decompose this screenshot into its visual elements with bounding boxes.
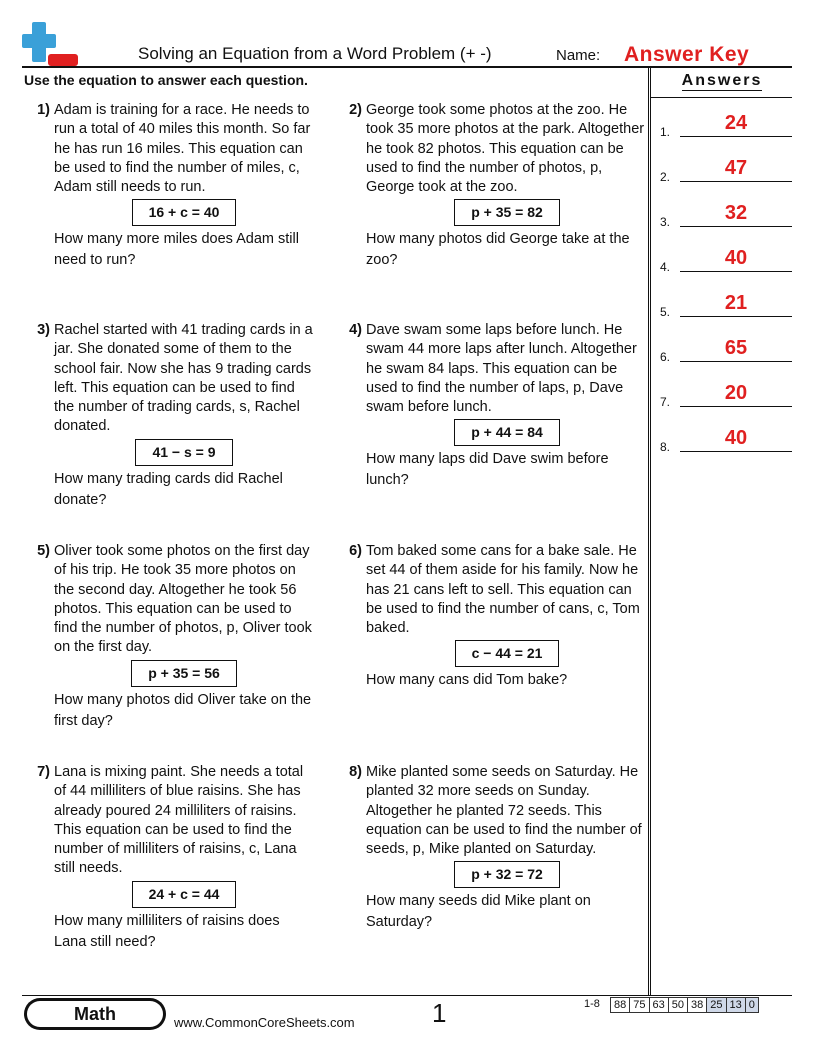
header-rule: [22, 66, 792, 68]
answer-row-1: [660, 113, 792, 139]
problem-text: Lana is mixing paint. She needs a total of 44 milliliters of blue raisins. She has already poured 24 milliliters of raisins. This equation can be used to find the number of milliliters of raisins, c, Lana still needs.: [54, 764, 304, 877]
problem-question: How many photos did Oliver take on the first day?: [54, 691, 312, 729]
answer-key-label: Answer Key: [624, 43, 750, 66]
score-cell: 75: [630, 998, 649, 1013]
answer-line: [680, 361, 792, 362]
problem-question: How many milliliters of raisins does Lana still need?: [54, 912, 280, 950]
answer-value: 65: [724, 337, 748, 359]
page-number: 1: [432, 998, 447, 1028]
problem-number: 8): [349, 764, 362, 780]
answers-rule: [651, 97, 792, 98]
score-cell: 13: [726, 998, 745, 1013]
score-range-label: 1-8: [584, 998, 600, 1010]
score-cell: 88: [611, 998, 630, 1013]
answer-row-2: [660, 158, 792, 184]
equation-box: 16 + c = 40: [132, 199, 237, 226]
answer-value: 40: [724, 247, 748, 269]
equation-box: p + 35 = 56: [131, 660, 237, 687]
answer-row-5: [660, 293, 792, 319]
answer-label: 2.: [660, 170, 671, 184]
problem-text: Dave swam some laps before lunch. He swam 44 more laps after lunch. Altogether he swam 84 laps. This equation can be used to find the number of laps, p, Dave swam before lunch.: [366, 322, 637, 416]
answer-row-7: [660, 383, 792, 409]
problem-3: [24, 321, 314, 511]
answer-row-3: [660, 203, 792, 229]
answer-value: 47: [724, 157, 748, 179]
answers-heading: Answers: [681, 72, 763, 89]
problem-question: How many seeds did Mike plant on Saturday?: [366, 893, 591, 931]
answer-value: 32: [724, 202, 748, 224]
answer-line: [680, 451, 792, 452]
answer-value: 21: [724, 292, 748, 314]
problem-question: How many cans did Tom bake?: [366, 672, 568, 689]
answer-row-4: [660, 248, 792, 274]
answer-row-6: [660, 338, 792, 364]
score-cell: 25: [707, 998, 726, 1013]
problem-question: How many laps did Dave swim before lunch?: [366, 451, 609, 489]
subject-label: Math: [27, 1001, 163, 1027]
answer-label: 6.: [660, 350, 671, 364]
worksheet-title: Solving an Equation from a Word Problem (+ -): [138, 44, 492, 63]
website-link[interactable]: www.CommonCoreSheets.com: [174, 1015, 355, 1030]
answer-line: [680, 271, 792, 272]
answer-value: 24: [724, 112, 748, 134]
answer-line: [680, 226, 792, 227]
problem-number: 7): [37, 764, 50, 780]
problem-6: [336, 542, 648, 691]
score-cell: 63: [649, 998, 668, 1013]
answer-column-divider: [648, 67, 651, 995]
problem-4: [336, 321, 648, 491]
answer-label: 1.: [660, 125, 671, 139]
equation-box: c − 44 = 21: [455, 640, 560, 667]
answer-label: 7.: [660, 395, 671, 409]
problem-2: [336, 101, 648, 271]
answer-line: [680, 181, 792, 182]
problem-1: [24, 101, 314, 271]
name-label: Name:: [556, 47, 601, 64]
answer-label: 3.: [660, 215, 671, 229]
answer-line: [680, 406, 792, 407]
problem-text: Adam is training for a race. He needs to run a total of 40 miles this month. So far he has run 16 miles. This equation can be used to find the number of miles, c, Adam still needs to run.: [54, 102, 311, 196]
problem-number: 4): [349, 322, 362, 338]
equation-box: 24 + c = 44: [132, 881, 237, 908]
problem-question: How many trading cards did Rachel donate?: [54, 470, 283, 508]
answer-line: [680, 136, 792, 137]
answer-line: [680, 316, 792, 317]
footer-rule: [22, 995, 792, 996]
problem-question: How many more miles does Adam still need to run?: [54, 231, 299, 269]
score-cell: 38: [688, 998, 707, 1013]
problem-5: [24, 542, 314, 732]
answer-value: 20: [724, 382, 748, 404]
score-cell: 50: [668, 998, 687, 1013]
problem-number: 1): [37, 102, 50, 118]
score-table: [610, 997, 759, 1013]
equation-box: p + 32 = 72: [454, 861, 560, 888]
score-cell: 0: [745, 998, 758, 1013]
answer-row-8: [660, 428, 792, 454]
problem-8: [336, 763, 648, 933]
problem-text: Mike planted some seeds on Saturday. He planted 32 more seeds on Sunday. Altogether he planted 72 seeds. This equation can be used to find the number of seeds, p, Mike planted on Saturday.: [366, 764, 642, 858]
answer-label: 4.: [660, 260, 671, 274]
answer-label: 8.: [660, 440, 671, 454]
problem-number: 3): [37, 322, 50, 338]
problem-text: Oliver took some photos on the first day of his trip. He took 35 more photos on the second day. Altogether he took 56 photos. This equation can be used to find the number of photos, p, Oliver took on the first day.: [54, 543, 312, 656]
answer-label: 5.: [660, 305, 671, 319]
problem-text: George took some photos at the zoo. He took 35 more photos at the park. Altogether he took 82 photos. This equation can be used to find the number of photos, p, George took at the zoo.: [366, 102, 645, 196]
plus-minus-icon: [22, 22, 82, 68]
equation-box: p + 44 = 84: [454, 419, 560, 446]
answer-value: 40: [724, 427, 748, 449]
problem-number: 6): [349, 543, 362, 559]
problem-number: 5): [37, 543, 50, 559]
problem-text: Rachel started with 41 trading cards in a jar. She donated some of them to the school fair. Now she has 9 trading cards left. This equation can be used to find the number of trading cards, s, Rachel donated.: [54, 322, 313, 435]
equation-box: 41 − s = 9: [135, 439, 232, 466]
subject-badge: [24, 998, 166, 1030]
problem-question: How many photos did George take at the zoo?: [366, 231, 630, 269]
problem-number: 2): [349, 102, 362, 118]
problem-text: Tom baked some cans for a bake sale. He set 44 of them aside for his family. Now he has 21 cans left to sell. This equation can be used to find the number of cans, c, Tom baked.: [366, 543, 640, 637]
equation-box: p + 35 = 82: [454, 199, 560, 226]
instructions: Use the equation to answer each question.: [24, 72, 308, 88]
problem-7: [24, 763, 314, 953]
